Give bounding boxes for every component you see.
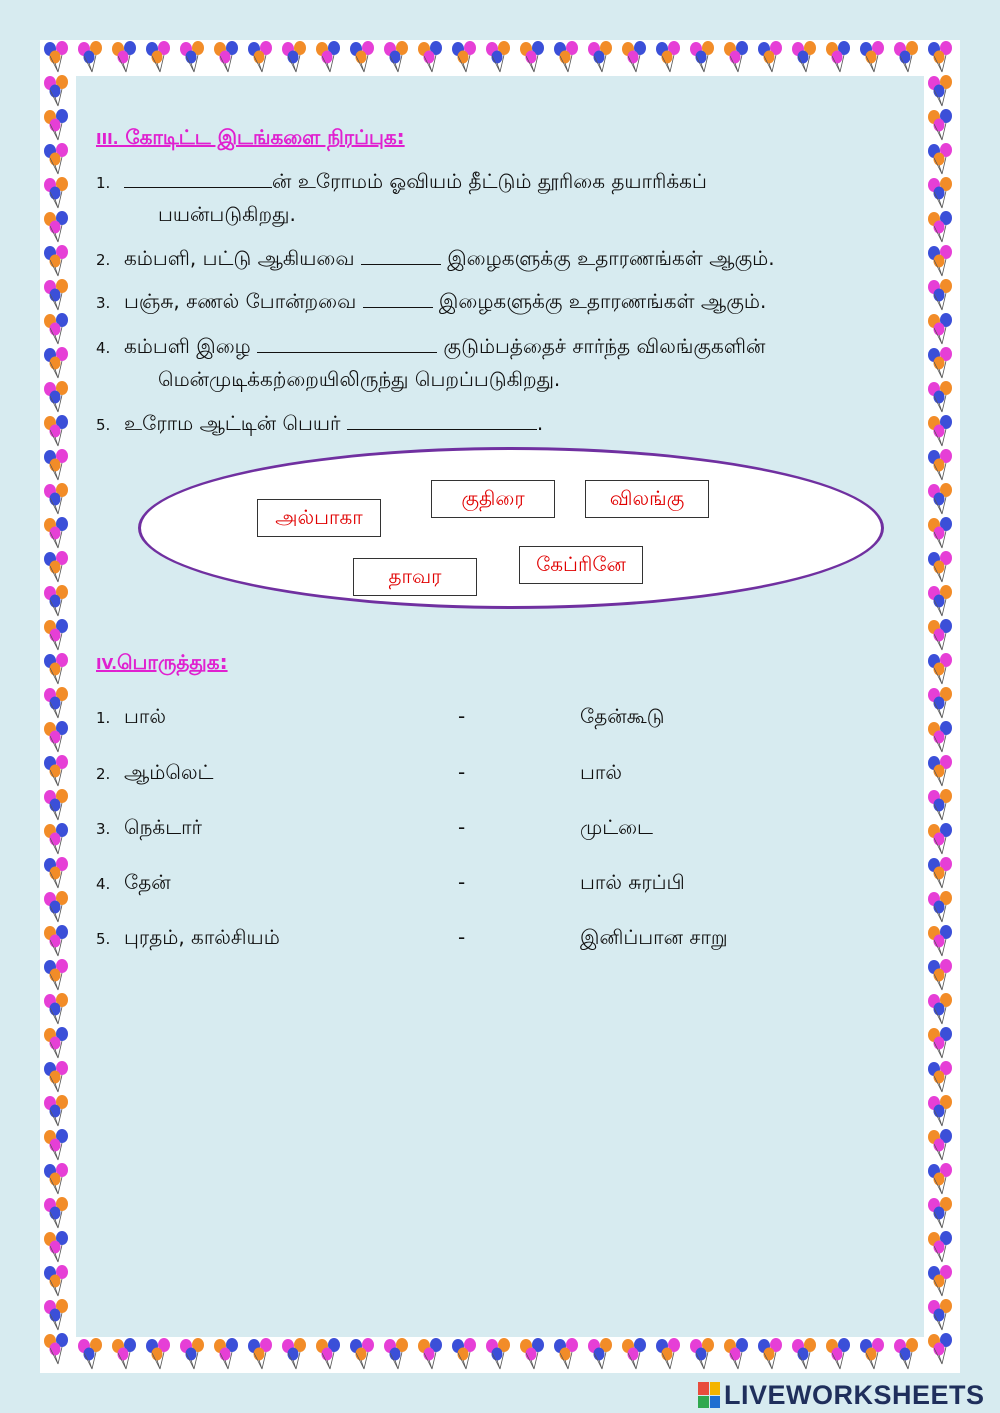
balloon-icon — [924, 244, 958, 278]
match-row-3 — [96, 815, 836, 845]
balloon-border-right — [924, 40, 960, 1373]
balloon-icon — [924, 992, 958, 1026]
balloon-icon — [924, 1264, 958, 1298]
balloon-icon — [40, 142, 74, 176]
answer-blank-5[interactable] — [347, 411, 537, 430]
balloon-icon — [40, 380, 74, 414]
question-text: இழைகளுக்கு உதாரணங்கள் ஆகும். — [432, 289, 767, 313]
balloon-icon — [40, 1230, 74, 1264]
balloon-icon — [924, 142, 958, 176]
balloon-icon — [822, 1337, 856, 1371]
fill-question-4 — [96, 330, 765, 365]
balloon-icon — [40, 1128, 74, 1162]
balloon-icon — [142, 40, 176, 74]
balloon-icon — [244, 40, 278, 74]
balloon-icon — [278, 40, 312, 74]
balloon-icon — [550, 40, 584, 74]
balloon-icon — [924, 1026, 958, 1060]
fill-question-1-continuation: பயன்படுகிறது. — [158, 202, 296, 226]
balloon-border-top — [40, 40, 960, 76]
answer-blank-2[interactable] — [361, 246, 441, 265]
balloon-icon — [244, 1337, 278, 1371]
balloon-icon — [924, 1298, 958, 1332]
balloon-icon — [380, 40, 414, 74]
match-dash: - — [458, 760, 466, 784]
fill-question-5 — [96, 407, 543, 442]
match-left-item[interactable]: நெக்டார் — [124, 815, 203, 839]
balloon-icon — [924, 1162, 958, 1196]
section-4-title: பொருத்துக: — [116, 650, 228, 674]
balloon-icon — [346, 40, 380, 74]
balloon-icon — [924, 312, 958, 346]
question-number: 4. — [96, 339, 111, 357]
balloon-icon — [40, 754, 74, 788]
balloon-icon — [108, 1337, 142, 1371]
balloon-icon — [40, 1332, 74, 1366]
balloon-icon — [924, 176, 958, 210]
balloon-icon — [40, 788, 74, 822]
fill-question-1 — [96, 165, 707, 200]
balloon-icon — [176, 1337, 210, 1371]
balloon-icon — [40, 550, 74, 584]
balloon-icon — [924, 1128, 958, 1162]
balloon-icon — [924, 482, 958, 516]
balloon-icon — [40, 448, 74, 482]
balloon-icon — [40, 210, 74, 244]
question-text: குடும்பத்தைச் சார்ந்த விலங்குகளின் — [437, 334, 766, 358]
word-bank-oval — [138, 447, 884, 609]
balloon-icon — [40, 40, 74, 74]
balloon-icon — [924, 346, 958, 380]
balloon-border-bottom — [40, 1337, 960, 1373]
balloon-icon — [924, 958, 958, 992]
balloon-icon — [40, 1264, 74, 1298]
balloon-icon — [40, 992, 74, 1026]
balloon-icon — [40, 686, 74, 720]
balloon-icon — [550, 1337, 584, 1371]
match-row-1 — [96, 704, 836, 734]
balloon-icon — [924, 822, 958, 856]
balloon-icon — [890, 1337, 924, 1371]
match-row-2 — [96, 760, 836, 790]
balloon-icon — [924, 1196, 958, 1230]
balloon-icon — [924, 754, 958, 788]
balloon-icon — [40, 346, 74, 380]
section-3-heading — [96, 125, 405, 152]
balloon-icon — [924, 74, 958, 108]
balloon-icon — [482, 1337, 516, 1371]
balloon-icon — [924, 448, 958, 482]
balloon-icon — [924, 1094, 958, 1128]
match-left-item[interactable]: தேன் — [124, 870, 171, 894]
balloon-icon — [414, 40, 448, 74]
row-number: 2. — [96, 765, 111, 783]
liveworksheets-logo-text: LIVEWORKSHEETS — [724, 1379, 985, 1410]
answer-blank-3[interactable] — [363, 289, 433, 308]
match-dash: - — [458, 925, 466, 949]
balloon-icon — [788, 1337, 822, 1371]
match-right-item[interactable]: பால் — [580, 760, 622, 784]
balloon-icon — [890, 40, 924, 74]
balloon-icon — [584, 40, 618, 74]
question-number: 2. — [96, 251, 111, 269]
match-dash: - — [458, 704, 466, 728]
balloon-icon — [924, 924, 958, 958]
balloon-icon — [40, 414, 74, 448]
balloon-icon — [40, 856, 74, 890]
balloon-icon — [40, 1060, 74, 1094]
balloon-icon — [40, 890, 74, 924]
balloon-icon — [924, 720, 958, 754]
balloon-icon — [924, 414, 958, 448]
section-4-heading — [96, 650, 228, 677]
balloon-icon — [40, 74, 74, 108]
question-text: உரோம ஆட்டின் பெயர் — [124, 411, 347, 435]
balloon-icon — [924, 890, 958, 924]
balloon-icon — [584, 1337, 618, 1371]
balloon-icon — [448, 1337, 482, 1371]
balloon-icon — [74, 40, 108, 74]
balloon-icon — [210, 1337, 244, 1371]
match-left-item[interactable]: புரதம், கால்சியம் — [124, 925, 280, 949]
balloon-icon — [40, 1094, 74, 1128]
balloon-icon — [924, 278, 958, 312]
balloon-icon — [40, 176, 74, 210]
question-number: 1. — [96, 174, 111, 192]
balloon-icon — [924, 584, 958, 618]
match-left-item[interactable]: பால் — [124, 704, 166, 728]
balloon-icon — [720, 1337, 754, 1371]
word-bank-horse[interactable]: குதிரை — [431, 480, 555, 518]
match-row-4 — [96, 870, 836, 900]
balloon-icon — [924, 788, 958, 822]
match-dash: - — [458, 815, 466, 839]
match-right-item[interactable]: முட்டை — [580, 815, 653, 839]
balloon-icon — [618, 40, 652, 74]
balloon-icon — [380, 1337, 414, 1371]
match-right-item[interactable]: தேன்கூடு — [580, 704, 665, 728]
balloon-icon — [40, 244, 74, 278]
balloon-icon — [40, 924, 74, 958]
balloon-icon — [40, 958, 74, 992]
balloon-icon — [754, 40, 788, 74]
balloon-icon — [924, 550, 958, 584]
balloon-icon — [924, 516, 958, 550]
question-text: கம்பளி, பட்டு ஆகியவை — [124, 246, 361, 270]
balloon-border-left — [40, 40, 76, 1373]
balloon-icon — [312, 1337, 346, 1371]
balloon-icon — [516, 1337, 550, 1371]
balloon-icon — [856, 1337, 890, 1371]
balloon-icon — [618, 1337, 652, 1371]
fill-question-2 — [96, 242, 775, 277]
balloon-icon — [822, 40, 856, 74]
balloon-icon — [924, 1230, 958, 1264]
balloon-icon — [40, 720, 74, 754]
balloon-icon — [210, 40, 244, 74]
balloon-icon — [924, 1332, 958, 1366]
balloon-icon — [788, 40, 822, 74]
balloon-icon — [40, 1196, 74, 1230]
word-bank-plant[interactable]: தாவர — [353, 558, 477, 596]
balloon-icon — [652, 1337, 686, 1371]
balloon-icon — [74, 1337, 108, 1371]
balloon-icon — [40, 312, 74, 346]
balloon-icon — [924, 1060, 958, 1094]
balloon-icon — [924, 618, 958, 652]
section-3-title: கோடிட்ட இடங்களை நிரப்புக: — [118, 125, 405, 149]
balloon-icon — [312, 40, 346, 74]
answer-blank-1[interactable] — [124, 169, 272, 188]
row-number: 3. — [96, 820, 111, 838]
fill-question-3 — [96, 285, 766, 320]
match-row-5 — [96, 925, 836, 955]
liveworksheets-logo-icon — [698, 1382, 720, 1408]
fill-question-4-continuation: மென்முடிக்கற்றையிலிருந்து பெறப்படுகிறது. — [158, 367, 561, 391]
balloon-icon — [482, 40, 516, 74]
question-text: ன் உரோமம் ஓவியம் தீட்டும் தூரிகை தயாரிக்கப் — [272, 169, 707, 193]
balloon-icon — [652, 40, 686, 74]
balloon-icon — [686, 40, 720, 74]
balloon-icon — [40, 822, 74, 856]
section-3-roman: III. — [96, 130, 119, 148]
balloon-icon — [720, 40, 754, 74]
balloon-icon — [40, 108, 74, 142]
word-bank-animal[interactable]: விலங்கு — [585, 480, 709, 518]
question-text: இழைகளுக்கு உதாரணங்கள் ஆகும். — [440, 246, 775, 270]
balloon-icon — [924, 40, 958, 74]
liveworksheets-logo[interactable] — [698, 1378, 985, 1412]
balloon-icon — [516, 40, 550, 74]
balloon-icon — [924, 380, 958, 414]
word-bank-caprinae[interactable]: கேப்ரினே — [519, 546, 643, 584]
balloon-icon — [40, 278, 74, 312]
balloon-icon — [856, 40, 890, 74]
balloon-icon — [40, 516, 74, 550]
balloon-icon — [40, 1298, 74, 1332]
balloon-icon — [754, 1337, 788, 1371]
balloon-icon — [176, 40, 210, 74]
balloon-icon — [924, 856, 958, 890]
balloon-icon — [108, 40, 142, 74]
balloon-icon — [448, 40, 482, 74]
balloon-icon — [40, 1162, 74, 1196]
question-number: 3. — [96, 294, 111, 312]
row-number: 1. — [96, 709, 111, 727]
balloon-icon — [414, 1337, 448, 1371]
row-number: 4. — [96, 875, 111, 893]
match-right-item[interactable]: இனிப்பான சாறு — [580, 925, 728, 949]
balloon-icon — [924, 108, 958, 142]
answer-blank-4[interactable] — [257, 334, 437, 353]
balloon-icon — [142, 1337, 176, 1371]
match-right-item[interactable]: பால் சுரப்பி — [580, 870, 685, 894]
word-bank-alpaca[interactable]: அல்பாகா — [257, 499, 381, 537]
balloon-icon — [924, 210, 958, 244]
row-number: 5. — [96, 930, 111, 948]
question-text: . — [536, 411, 544, 435]
balloon-icon — [924, 652, 958, 686]
balloon-icon — [924, 686, 958, 720]
match-left-item[interactable]: ஆம்லெட் — [124, 760, 214, 784]
match-dash: - — [458, 870, 466, 894]
balloon-icon — [40, 584, 74, 618]
balloon-icon — [346, 1337, 380, 1371]
question-number: 5. — [96, 416, 111, 434]
section-4-roman: IV. — [96, 655, 117, 673]
balloon-icon — [686, 1337, 720, 1371]
balloon-icon — [278, 1337, 312, 1371]
balloon-icon — [40, 652, 74, 686]
question-text: கம்பளி இழை — [124, 334, 258, 358]
question-text: பஞ்சு, சணல் போன்றவை — [124, 289, 363, 313]
balloon-icon — [40, 1026, 74, 1060]
balloon-icon — [40, 618, 74, 652]
balloon-icon — [40, 482, 74, 516]
